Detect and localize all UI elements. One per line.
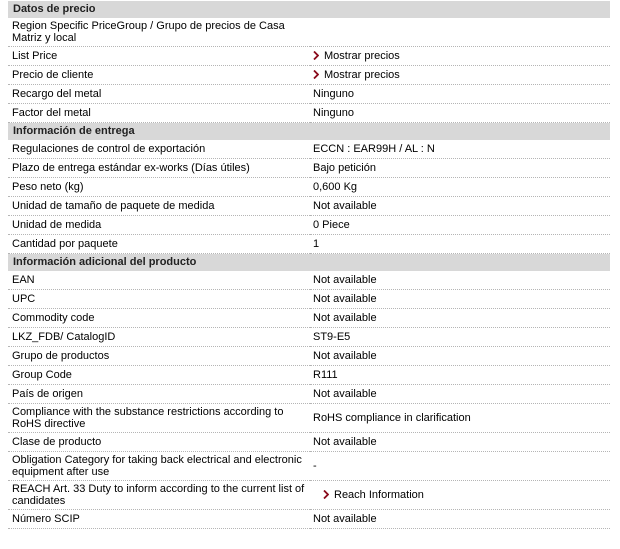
product-data-table xyxy=(8,1,610,529)
row-label: Clase de producto xyxy=(8,433,310,452)
table-row xyxy=(8,47,610,66)
row-value: Not available xyxy=(310,385,610,404)
link-label: Reach Information xyxy=(334,488,424,501)
table-row xyxy=(8,178,610,197)
row-label: Group Code xyxy=(8,366,310,385)
table-row xyxy=(8,159,610,178)
link-label: Mostrar precios xyxy=(324,68,400,81)
table-row xyxy=(8,66,610,85)
row-value: ECCN : EAR99H / AL : N xyxy=(310,140,610,159)
row-value: R111 xyxy=(310,366,610,385)
row-value: Not available xyxy=(310,309,610,328)
show-prices-link[interactable] xyxy=(313,69,400,81)
table-row xyxy=(8,290,610,309)
table-row xyxy=(8,433,610,452)
row-label: Plazo de entrega estándar ex-works (Días útiles) xyxy=(8,159,310,178)
row-value xyxy=(310,18,610,47)
row-label: Número SCIP xyxy=(8,510,310,529)
show-prices-link[interactable] xyxy=(313,50,400,62)
row-value: RoHS compliance in clarification xyxy=(310,404,610,433)
table-row xyxy=(8,328,610,347)
row-value: Not available xyxy=(310,347,610,366)
row-value: ST9-E5 xyxy=(310,328,610,347)
section-header xyxy=(8,123,610,141)
chevron-right-icon xyxy=(313,51,322,63)
section-title: Datos de precio xyxy=(8,1,610,18)
section-header xyxy=(8,1,610,18)
row-value: Ninguno xyxy=(310,85,610,104)
row-label: Compliance with the substance restrictions according to RoHS directive xyxy=(8,404,310,433)
section-title: Información adicional del producto xyxy=(8,254,610,272)
row-label: Grupo de productos xyxy=(8,347,310,366)
row-value: Not available xyxy=(310,290,610,309)
row-label: EAN xyxy=(8,271,310,290)
table-row xyxy=(8,235,610,254)
chevron-right-icon xyxy=(323,490,332,502)
table-row xyxy=(8,385,610,404)
table-row xyxy=(8,85,610,104)
table-row xyxy=(8,347,610,366)
product-data-body xyxy=(8,1,610,529)
row-label: Regulaciones de control de exportación xyxy=(8,140,310,159)
table-row xyxy=(8,510,610,529)
table-row xyxy=(8,271,610,290)
row-value: Not available xyxy=(310,271,610,290)
row-value: Ninguno xyxy=(310,104,610,123)
row-value: 1 xyxy=(310,235,610,254)
section-title: Información de entrega xyxy=(8,123,610,141)
row-label: REACH Art. 33 Duty to inform according to the current list of candidates xyxy=(8,481,310,510)
table-row xyxy=(8,140,610,159)
row-value: 0 Piece xyxy=(310,216,610,235)
table-row xyxy=(8,216,610,235)
table-row xyxy=(8,366,610,385)
row-label: Region Specific PriceGroup / Grupo de precios de Casa Matriz y local xyxy=(8,18,310,47)
row-label: Factor del metal xyxy=(8,104,310,123)
row-label: List Price xyxy=(8,47,310,66)
section-header xyxy=(8,254,610,272)
table-row xyxy=(8,197,610,216)
table-row xyxy=(8,309,610,328)
link-label: Mostrar precios xyxy=(324,49,400,62)
row-value-cell xyxy=(310,66,610,85)
row-value: Not available xyxy=(310,197,610,216)
row-label: Obligation Category for taking back electrical and electronic equipment after use xyxy=(8,452,310,481)
row-label: Unidad de tamaño de paquete de medida xyxy=(8,197,310,216)
reach-information-link[interactable] xyxy=(323,489,424,501)
table-row xyxy=(8,18,610,47)
row-value: Bajo petición xyxy=(310,159,610,178)
row-value-cell xyxy=(310,47,610,66)
row-label: Peso neto (kg) xyxy=(8,178,310,197)
table-row xyxy=(8,452,610,481)
row-label: Commodity code xyxy=(8,309,310,328)
table-row xyxy=(8,404,610,433)
table-row xyxy=(8,481,610,510)
row-label: Recargo del metal xyxy=(8,85,310,104)
row-label: UPC xyxy=(8,290,310,309)
row-label: Cantidad por paquete xyxy=(8,235,310,254)
row-value: - xyxy=(310,452,610,481)
row-value: 0,600 Kg xyxy=(310,178,610,197)
chevron-right-icon xyxy=(313,70,322,82)
row-value-cell xyxy=(310,481,610,510)
row-label: Unidad de medida xyxy=(8,216,310,235)
table-row xyxy=(8,104,610,123)
row-value: Not available xyxy=(310,510,610,529)
row-value: Not available xyxy=(310,433,610,452)
row-label: País de origen xyxy=(8,385,310,404)
row-label: LKZ_FDB/ CatalogID xyxy=(8,328,310,347)
row-label: Precio de cliente xyxy=(8,66,310,85)
